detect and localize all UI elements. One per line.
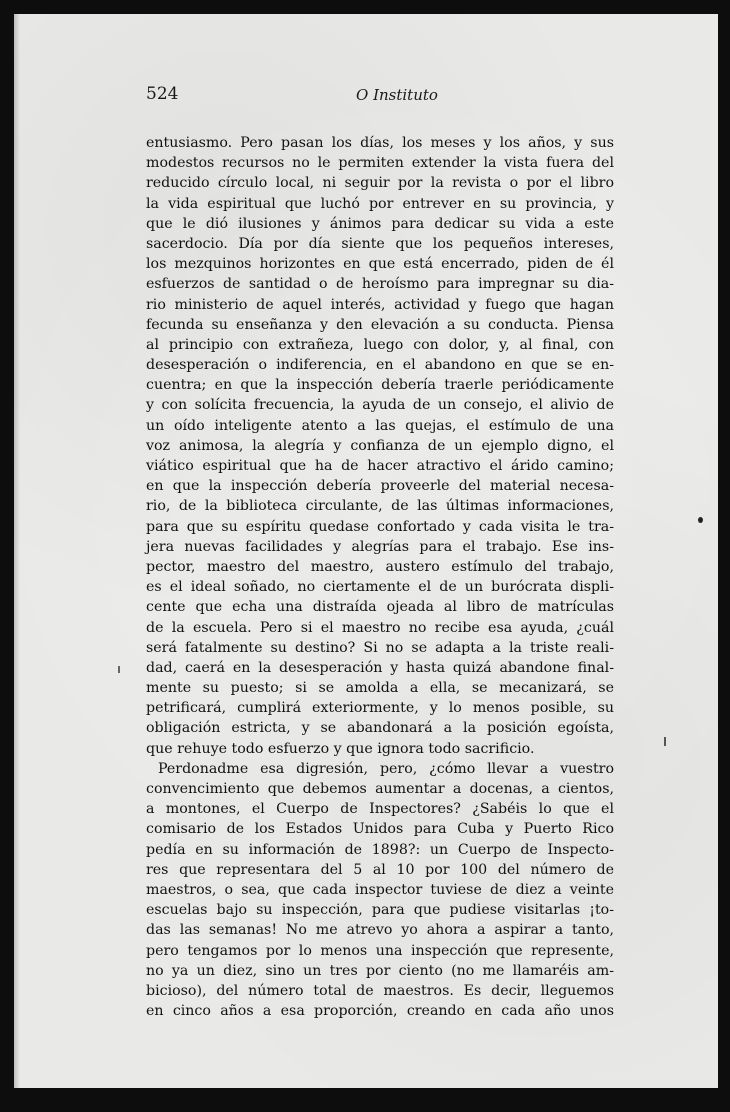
ink-speck: [118, 666, 120, 673]
text-line: desesperación o indiferencia, en el abandono en que se en-: [146, 357, 614, 374]
text-line: modestos recursos no le permiten extender la vista fuera del: [146, 155, 614, 172]
text-line: obligación estricta, y se abandonará a la posición egoísta,: [146, 720, 614, 737]
text-line: esfuerzos de santidad o de heroísmo para impregnar su dia-: [146, 276, 614, 293]
page-number: 524: [146, 84, 179, 104]
running-head: [146, 84, 606, 110]
ink-speck: [698, 517, 703, 523]
page-edge-shadow: [14, 14, 20, 1088]
text-line: jera nuevas facilidades y alegrías para el trabajo. Ese ins-: [146, 538, 614, 555]
text-line: que le dió ilusiones y ánimos para dedicar su vida a este: [146, 215, 614, 232]
text-line: no ya un diez, sino un tres por ciento (no me llamaréis am-: [146, 962, 614, 979]
text-line: de la escuela. Pero si el maestro no recibe esa ayuda, ¿cuál: [146, 619, 614, 636]
text-line: escuelas bajo su inspección, para que pudiese visitarlas ¡to-: [146, 902, 614, 919]
text-line: a montones, el Cuerpo de Inspectores? ¿Sabéis lo que el: [146, 801, 614, 818]
text-line: maestros, o sea, que cada inspector tuviese de diez a veinte: [146, 881, 614, 898]
text-line: pedía en su información de 1898?: un Cuerpo de Inspecto-: [146, 841, 614, 858]
text-line: entusiasmo. Pero pasan los días, los meses y los años, y sus: [146, 135, 614, 151]
text-line: mente su puesto; si se amolda a ella, se mecanizará, se: [146, 680, 614, 697]
body-text: [146, 133, 614, 1021]
text-line: voz animosa, la alegría y confianza de un ejemplo digno, el: [146, 437, 614, 454]
text-line: comisario de los Estados Unidos para Cuba y Puerto Rico: [146, 821, 614, 838]
text-line: cuentra; en que la inspección debería traerle periódicamente: [146, 377, 614, 394]
text-line: sacerdocio. Día por día siente que los pequeños intereses,: [146, 235, 614, 252]
text-line: das las semanas! No me atrevo yo ahora a aspirar a tanto,: [146, 922, 614, 939]
text-line: será fatalmente su destino? Si no se adapta a la triste reali-: [146, 639, 614, 656]
text-line: viático espiritual que ha de hacer atractivo el árido camino;: [146, 458, 614, 474]
text-line: para que su espíritu quedase confortado y cada visita le tra-: [146, 518, 614, 535]
text-line: en cinco años a esa proporción, creando en cada año unos: [146, 1003, 614, 1020]
text-line: fecunda su enseñanza y den elevación a su conducta. Piensa: [146, 316, 614, 333]
text-line: pector, maestro del maestro, austero estímulo del trabajo,: [146, 558, 614, 575]
text-line: petrificará, cumplirá exteriormente, y lo menos posible, su: [146, 700, 614, 717]
text-line: y con solícita frecuencia, la ayuda de un consejo, el alivio de: [146, 397, 614, 414]
text-line: rio, de la biblioteca circulante, de las últimas informaciones,: [146, 498, 614, 515]
text-line: en que la inspección debería proveerle del material necesa-: [146, 478, 614, 495]
text-line: convencimiento que debemos aumentar a docenas, a cientos,: [146, 781, 614, 797]
text-line: res que representara del 5 al 10 por 100 del número de: [146, 861, 614, 878]
text-line: la vida espiritual que luchó por entrever en su provincia, y: [146, 195, 614, 212]
text-line: un oído inteligente atento a las quejas, el estímulo de una: [146, 417, 614, 434]
text-line: reducido círculo local, ni seguir por la revista o por el libro: [146, 175, 614, 192]
ink-speck: [664, 737, 666, 746]
text-line: dad, caerá en la desesperación y hasta quizá abandone final-: [146, 659, 614, 676]
running-title: O Instituto: [356, 86, 438, 104]
text-line: rio ministerio de aquel interés, actividad y fuego que hagan: [146, 296, 614, 313]
text-line: que rehuye todo esfuerzo y que ignora todo sacrificio.: [146, 740, 535, 757]
text-line: pero tengamos por lo menos una inspección que represente,: [146, 942, 614, 959]
text-line: es el ideal soñado, no ciertamente el de un burócrata displi-: [146, 579, 614, 596]
text-line: Perdonadme esa digresión, pero, ¿cómo llevar a vuestro: [158, 760, 614, 777]
text-line: los mezquinos horizontes en que está encerrado, piden de él: [146, 256, 614, 273]
text-line: cente que echa una distraída ojeada al libro de matrículas: [146, 599, 614, 616]
text-line: bicioso), del número total de maestros. Es decir, lleguemos: [146, 982, 614, 999]
text-line: al principio con extrañeza, luego con dolor, y, al final, con: [146, 336, 614, 353]
